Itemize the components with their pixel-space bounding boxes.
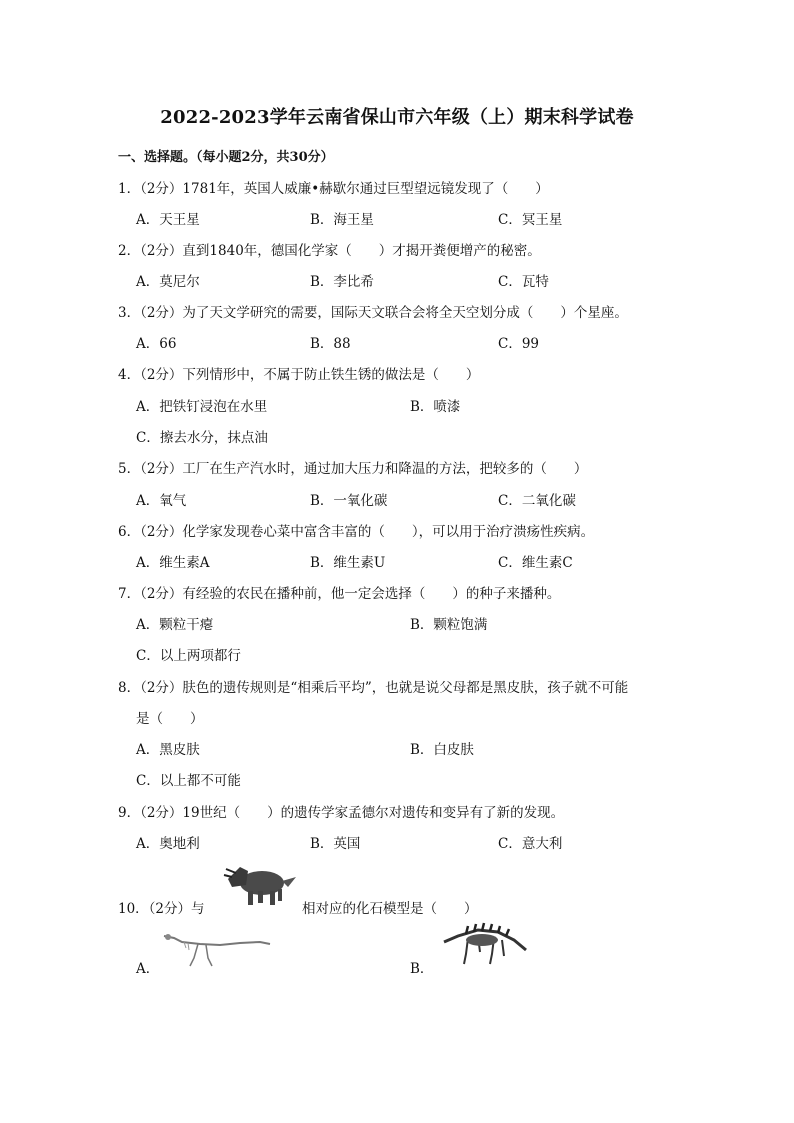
question-2-option-a: A．莫尼尔 (136, 274, 200, 290)
question-4-option-a: A．把铁钉浸泡在水里 (136, 399, 268, 415)
question-5-stem: 5．（2分）工厂在生产汽水时，通过加大压力和降温的方法，把较多的（ ） (118, 461, 588, 477)
question-2-option-b: B．李比希 (310, 274, 374, 290)
question-4-option-b: B．喷漆 (410, 399, 461, 415)
question-4-stem: 4．（2分）下列情形中，不属于防止铁生锈的做法是（ ） (118, 367, 480, 383)
question-8-stem: 8．（2分）肤色的遗传规则是“相乘后平均”，也就是说父母都是黑皮肤，孩子就不可能 (118, 680, 629, 696)
question-3-option-a: A．66 (136, 336, 177, 352)
question-9-option-a: A．奥地利 (136, 836, 200, 852)
page-title: 2022-2023学年云南省保山市六年级（上）期末科学试卷 (160, 107, 634, 128)
dinosaur-skeleton-b-image (438, 920, 528, 968)
question-10-stem-prefix: 10．（2分）与 (118, 901, 205, 917)
question-9-option-c: C．意大利 (498, 836, 563, 852)
triceratops-image (218, 857, 298, 909)
question-4-option-c: C．擦去水分，抹点油 (136, 430, 268, 446)
question-7-option-a: A．颗粒干瘪 (136, 617, 214, 633)
question-2-stem: 2．（2分）直到1840年，德国化学家（ ）才揭开粪便增产的秘密。 (118, 243, 541, 259)
question-3-stem: 3．（2分）为了天文学研究的需要，国际天文联合会将全天空划分成（ ）个星座。 (118, 305, 628, 321)
question-6-stem: 6．（2分）化学家发现卷心菜中富含丰富的（ ），可以用于治疗溃疡性疾病。 (118, 524, 595, 540)
question-9-option-b: B．英国 (310, 836, 361, 852)
question-8-option-a: A．黑皮肤 (136, 742, 200, 758)
question-3-option-c: C．99 (498, 336, 540, 352)
question-5-option-c: C．二氧化碳 (498, 493, 576, 509)
question-7-stem: 7．（2分）有经验的农民在播种前，他一定会选择（ ）的种子来播种。 (118, 586, 561, 602)
question-7-option-c: C．以上两项都行 (136, 648, 241, 664)
question-3-option-b: B．88 (310, 336, 351, 352)
question-5-option-a: A．氧气 (136, 493, 187, 509)
question-6-option-c: C．维生素C (498, 555, 573, 571)
question-10-option-b: B． (410, 961, 434, 977)
question-8-stem-continuation: 是（ ） (136, 711, 204, 727)
question-6-option-b: B．维生素U (310, 555, 386, 571)
section-heading: 一、选择题。（每小题2分，共30分） (118, 150, 334, 165)
question-5-option-b: B．一氧化碳 (310, 493, 388, 509)
question-10-stem-suffix: 相对应的化石模型是（ ） (302, 901, 478, 917)
question-6-option-a: A．维生素A (136, 555, 210, 571)
question-1-option-c: C．冥王星 (498, 212, 563, 228)
question-1-stem: 1．（2分）1781年，英国人威廉•赫歇尔通过巨型望远镜发现了（ ） (118, 181, 549, 197)
question-2-option-c: C．瓦特 (498, 274, 549, 290)
dinosaur-skeleton-a-image (160, 928, 272, 968)
question-8-option-c: C．以上都不可能 (136, 773, 241, 789)
question-9-stem: 9．（2分）19世纪（ ）的遗传学家孟德尔对遗传和变异有了新的发现。 (118, 805, 565, 821)
question-7-option-b: B．颗粒饱满 (410, 617, 488, 633)
question-10-option-a: A． (136, 961, 160, 977)
question-8-option-b: B．白皮肤 (410, 742, 474, 758)
question-1-option-b: B．海王星 (310, 212, 374, 228)
question-1-option-a: A．天王星 (136, 212, 200, 228)
